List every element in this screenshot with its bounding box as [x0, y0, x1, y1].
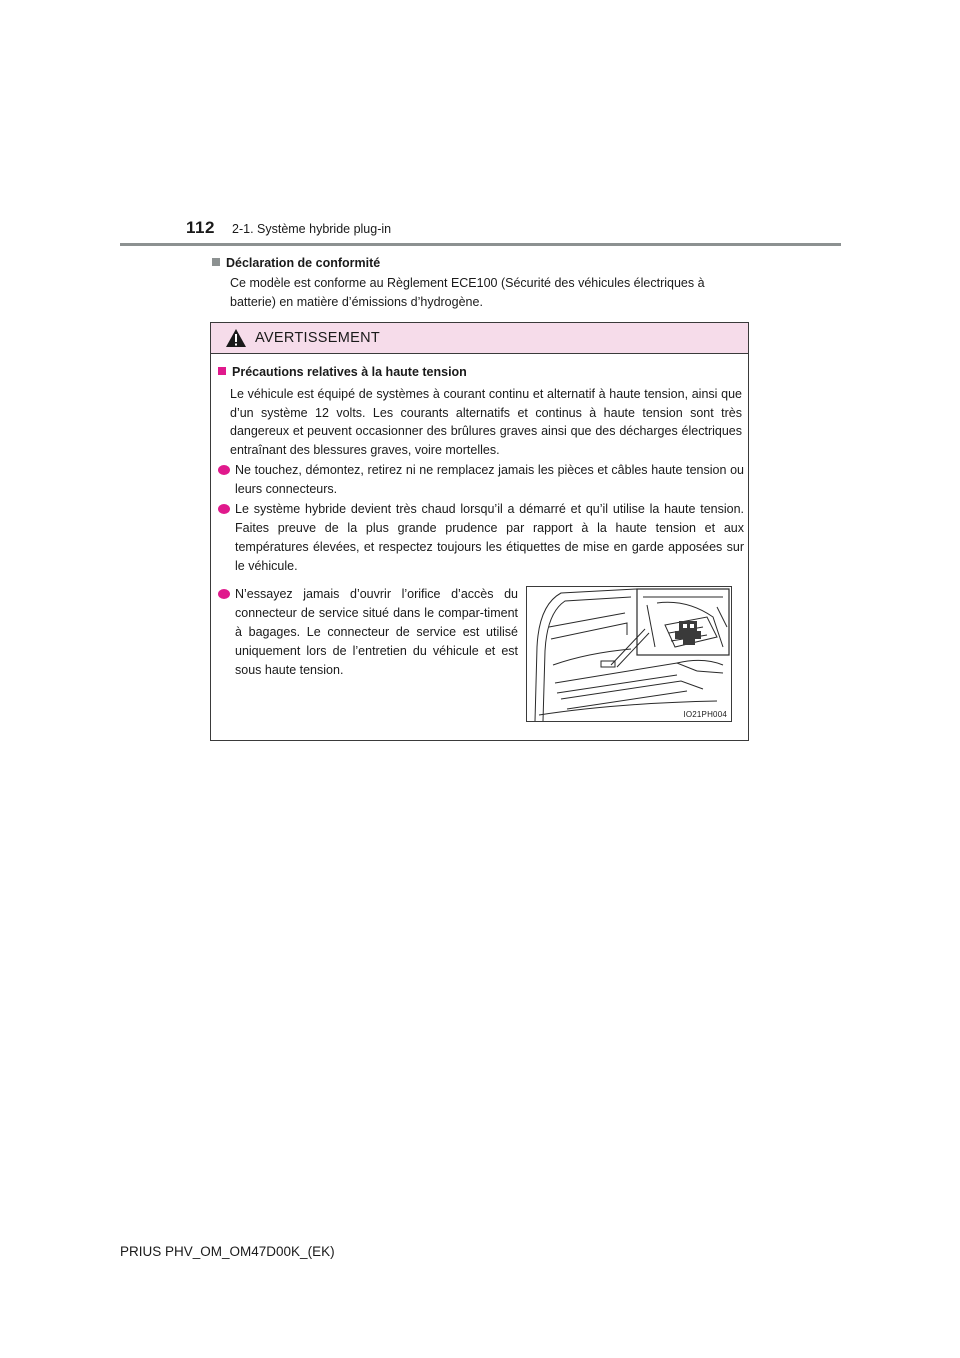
- intro-heading: [212, 256, 752, 270]
- footer-doc-code: PRIUS PHV_OM_OM47D00K_(EK): [120, 1244, 335, 1259]
- warning-triangle-icon: [225, 328, 247, 348]
- square-bullet-icon: [212, 258, 220, 266]
- warning-heading: [218, 365, 467, 379]
- warning-item: [218, 461, 744, 499]
- bullet-dot-icon: [218, 504, 230, 514]
- square-bullet-icon: [218, 367, 226, 375]
- warning-item: [218, 585, 518, 680]
- page-number: 112: [186, 218, 215, 237]
- bullet-dot-icon: [218, 589, 230, 599]
- warning-title: AVERTISSEMENT: [255, 330, 381, 346]
- bullet-dot-icon: [218, 465, 230, 475]
- warning-header: [211, 323, 748, 354]
- warning-body: Le véhicule est équipé de systèmes à courant continu et alternatif à haute tension, ainsi que d’un système 12 volts. Les courants alternatifs et continus à haute tension sont très dangereux et peuvent occasionner des brûlures graves ainsi que des décharges électriques entraînant des blessures graves, voire mortelles.: [230, 387, 742, 457]
- intro-section: [212, 256, 752, 312]
- intro-heading-text: Déclaration de conformité: [226, 256, 381, 270]
- figure-code: IO21PH004: [683, 710, 727, 719]
- warning-item-text: N’essayez jamais d’ouvrir l’orifice d’accès du connecteur de service situé dans le compar-timent à bagages. Le connecteur de service est utilisé uniquement lors de l’entretien du véhicule et est sous haute tension.: [235, 587, 518, 677]
- luggage-compartment-illustration: [526, 586, 732, 722]
- warning-box: [210, 322, 749, 741]
- warning-item: [218, 500, 744, 576]
- warning-heading-text: Précautions relatives à la haute tension: [232, 365, 467, 379]
- trunk-drawing: [527, 587, 731, 721]
- warning-item-text: Ne touchez, démontez, retirez ni ne remplacez jamais les pièces et câbles haute tension ou leurs connecteurs.: [235, 463, 744, 496]
- warning-item-text: Le système hybride devient très chaud lorsqu’il a démarré et qu’il utilise la haute tension. Faites preuve de la plus grande prudence par rapport à la haute tension et aux températures élevées, et respectez toujours les étiquettes de mise en garde apposées sur le véhicule.: [235, 502, 744, 573]
- section-title: 2-1. Système hybride plug-in: [232, 222, 392, 236]
- header-rule: [120, 243, 841, 246]
- intro-body: Ce modèle est conforme au Règlement ECE100 (Sécurité des véhicules électriques à batterie) en matière d’émissions d’hydrogène.: [230, 276, 705, 309]
